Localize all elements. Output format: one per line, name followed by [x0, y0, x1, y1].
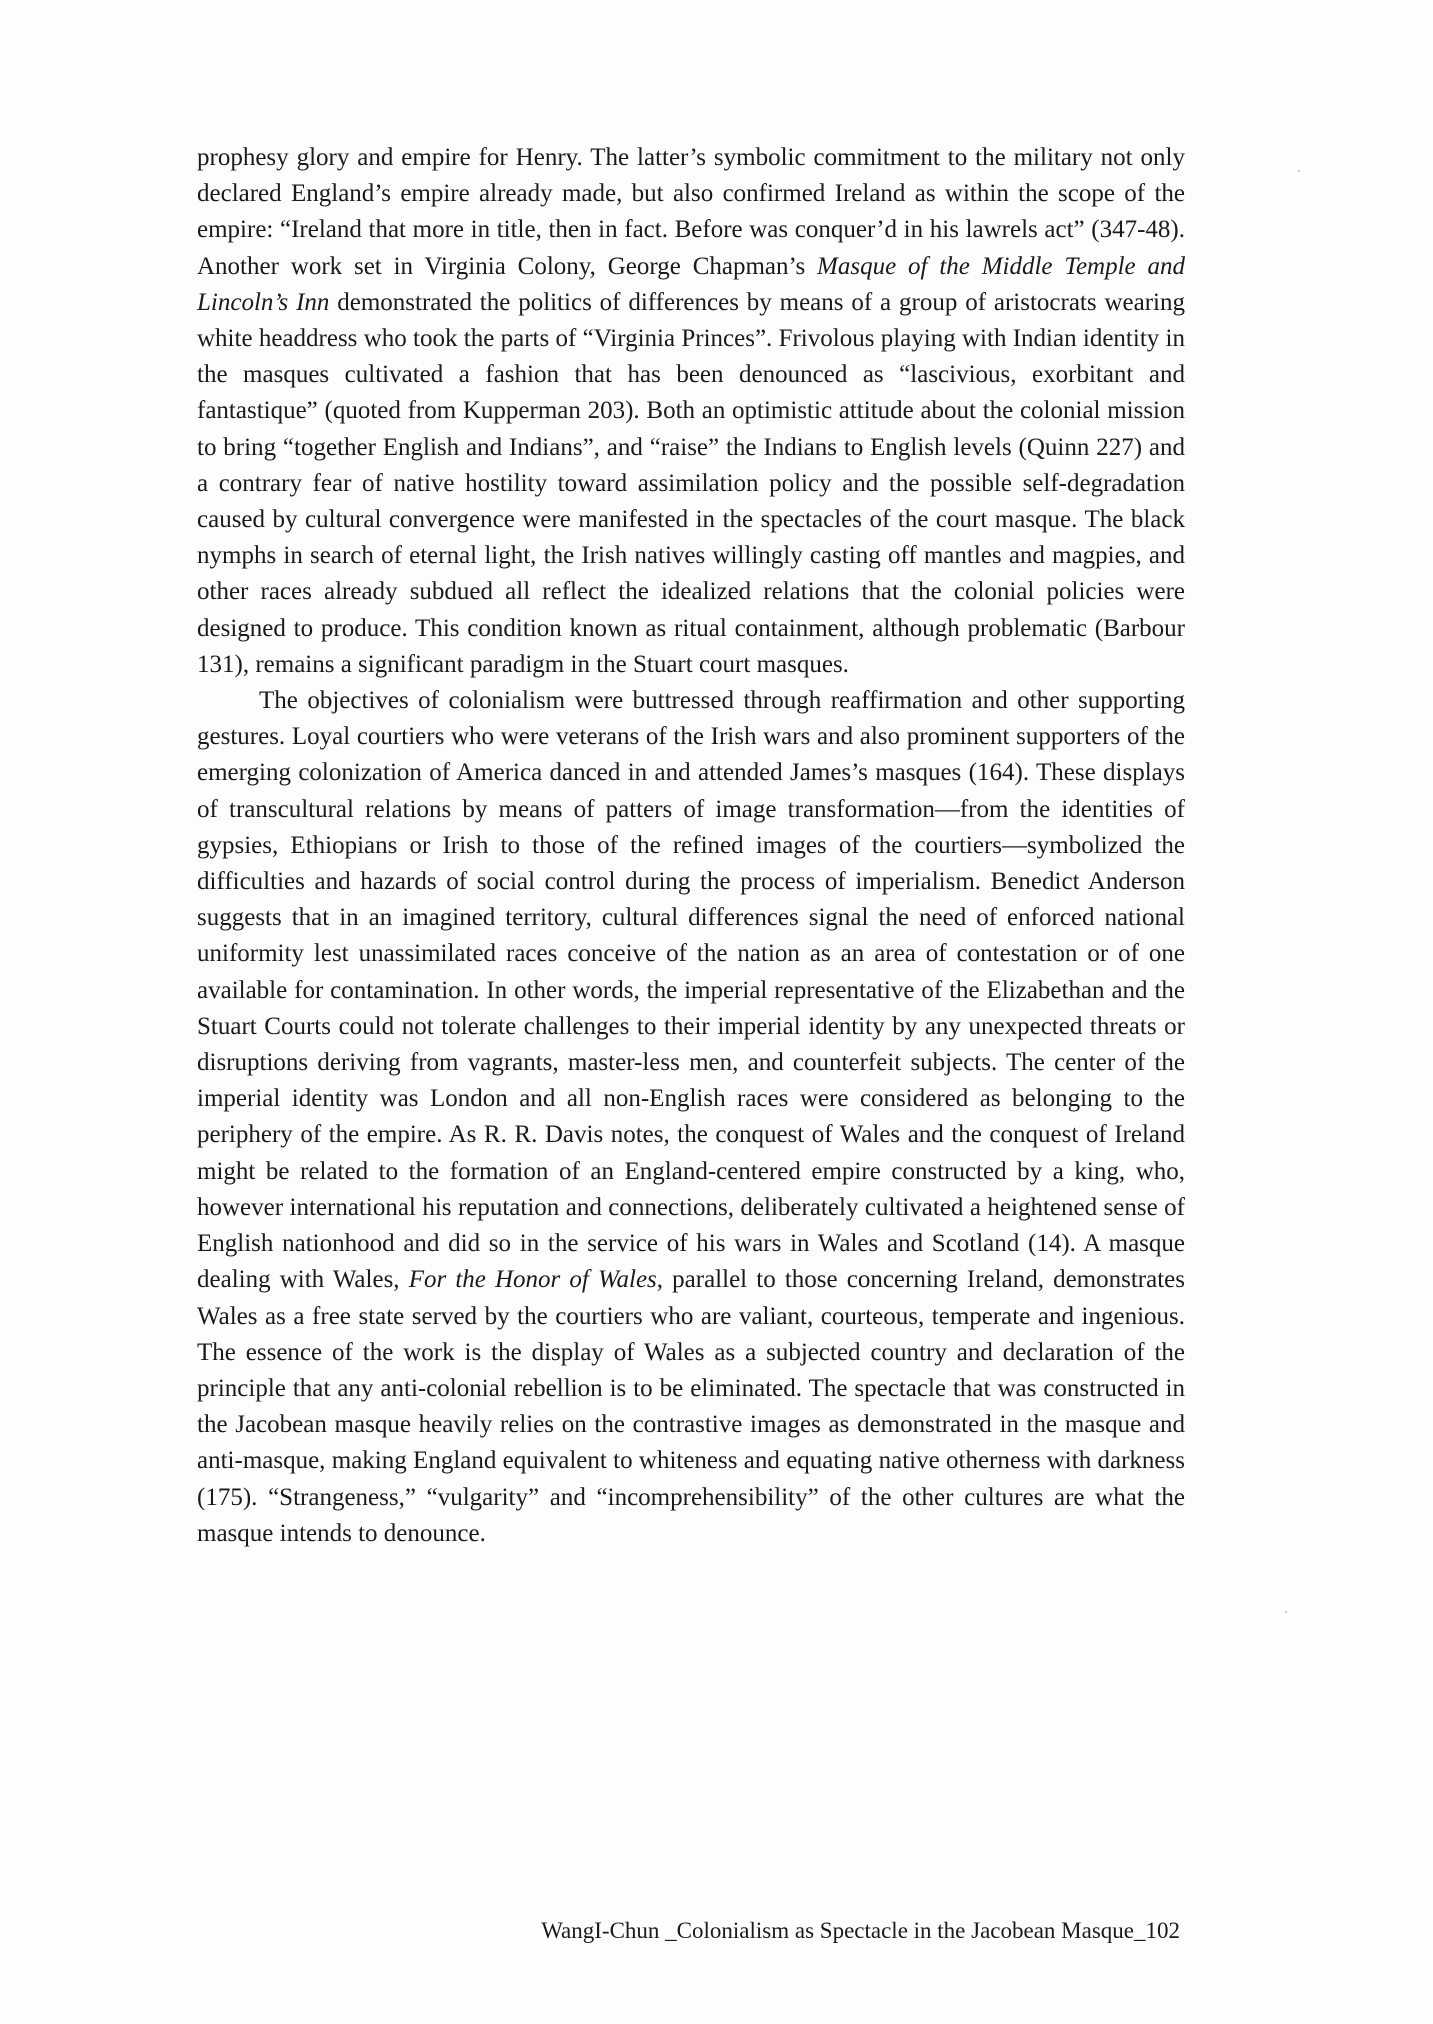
scan-speck [1298, 170, 1300, 172]
paragraph-2 [197, 683, 1185, 1552]
paragraph-1 [197, 140, 1185, 683]
work-title-honor-of-wales: For the Honor of Wales [408, 1266, 657, 1294]
text-segment: prophesy glory and empire for Henry. The latter’s symbolic commitment to the military not only declared England’s empire already made, but also confirmed Ireland as within the scope of the empire: “Ireland that more in title, then in fact. Before was conquer’d in his lawrels act” (347-48). Another work set in Virginia Colony, George Chapman’s [197, 144, 1185, 280]
text-segment: , parallel to those concerning Ireland, demonstrates Wales as a free state served by the courtiers who are valiant, courteous, temperate and ingenious. The essence of the work is the display of Wales as a subjected country and declaration of the principle that any anti-colonial rebellion is to be eliminated. The spectacle that was constructed in the Jacobean masque heavily relies on the contrastive images as demonstrated in the masque and anti-masque, making England equivalent to whiteness and equating native otherness with darkness (175). “Strangeness,” “vulgarity” and “incomprehensibility” of the other cultures are what the masque intends to denounce. [197, 1266, 1185, 1547]
scan-speck [1285, 1611, 1287, 1613]
text-segment: demonstrated the politics of differences by means of a group of aristocrats wearing white headdress who took the parts of “Virginia Princes”. Frivolous playing with Indian identity in the masques cultivated a fashion that has been denounced as “lascivious, exorbitant and fantastique” (quoted from Kupperman 203). Both an optimistic attitude about the colonial mission to bring “together English and Indians”, and “raise” the Indians to English levels (Quinn 227) and a contrary fear of native hostility toward assimilation policy and the possible self-degradation caused by cultural convergence were manifested in the spectacles of the court masque. The black nymphs in search of eternal light, the Irish natives willingly casting off mantles and magpies, and other races already subdued all reflect the idealized relations that the colonial policies were designed to produce. This condition known as ritual containment, although problematic (Barbour 131), remains a significant paradigm in the Stuart court masques. [197, 288, 1185, 678]
body-text [197, 140, 1185, 1552]
text-segment: The objectives of colonialism were buttressed through reaffirmation and other supporting gestures. Loyal courtiers who were veterans of the Irish wars and also prominent supporters of the emerging colonization of America danced in and attended James’s masques (164). These displays of transcultural relations by means of patters of image transformation—from the identities of gypsies, Ethiopians or Irish to those of the refined images of the courtiers—symbolized the difficulties and hazards of social control during the process of imperialism. Benedict Anderson suggests that in an imagined territory, cultural differences signal the need of enforced national uniformity lest unassimilated races conceive of the nation as an area of contestation or of one available for contamination. In other words, the imperial representative of the Elizabethan and the Stuart Courts could not tolerate challenges to their imperial identity by any unexpected threats or disruptions deriving from vagrants, master-less men, and counterfeit subjects. The center of the imperial identity was London and all non-English races were considered as belonging to the periphery of the empire. As R. R. Davis notes, the conquest of Wales and the conquest of Ireland might be related to the formation of an England-centered empire constructed by a king, who, however international his reputation and connections, deliberately cultivated a heightened sense of English nationhood and did so in the service of his wars in Wales and Scotland (14). A masque dealing with Wales, [197, 687, 1185, 1294]
page-footer: WangI-Chun _Colonialism as Spectacle in the Jacobean Masque_102 [541, 1918, 1180, 1943]
work-title-masque-middle-temple: Masque of the Middle Temple and Lincoln’s Inn [197, 252, 1185, 316]
